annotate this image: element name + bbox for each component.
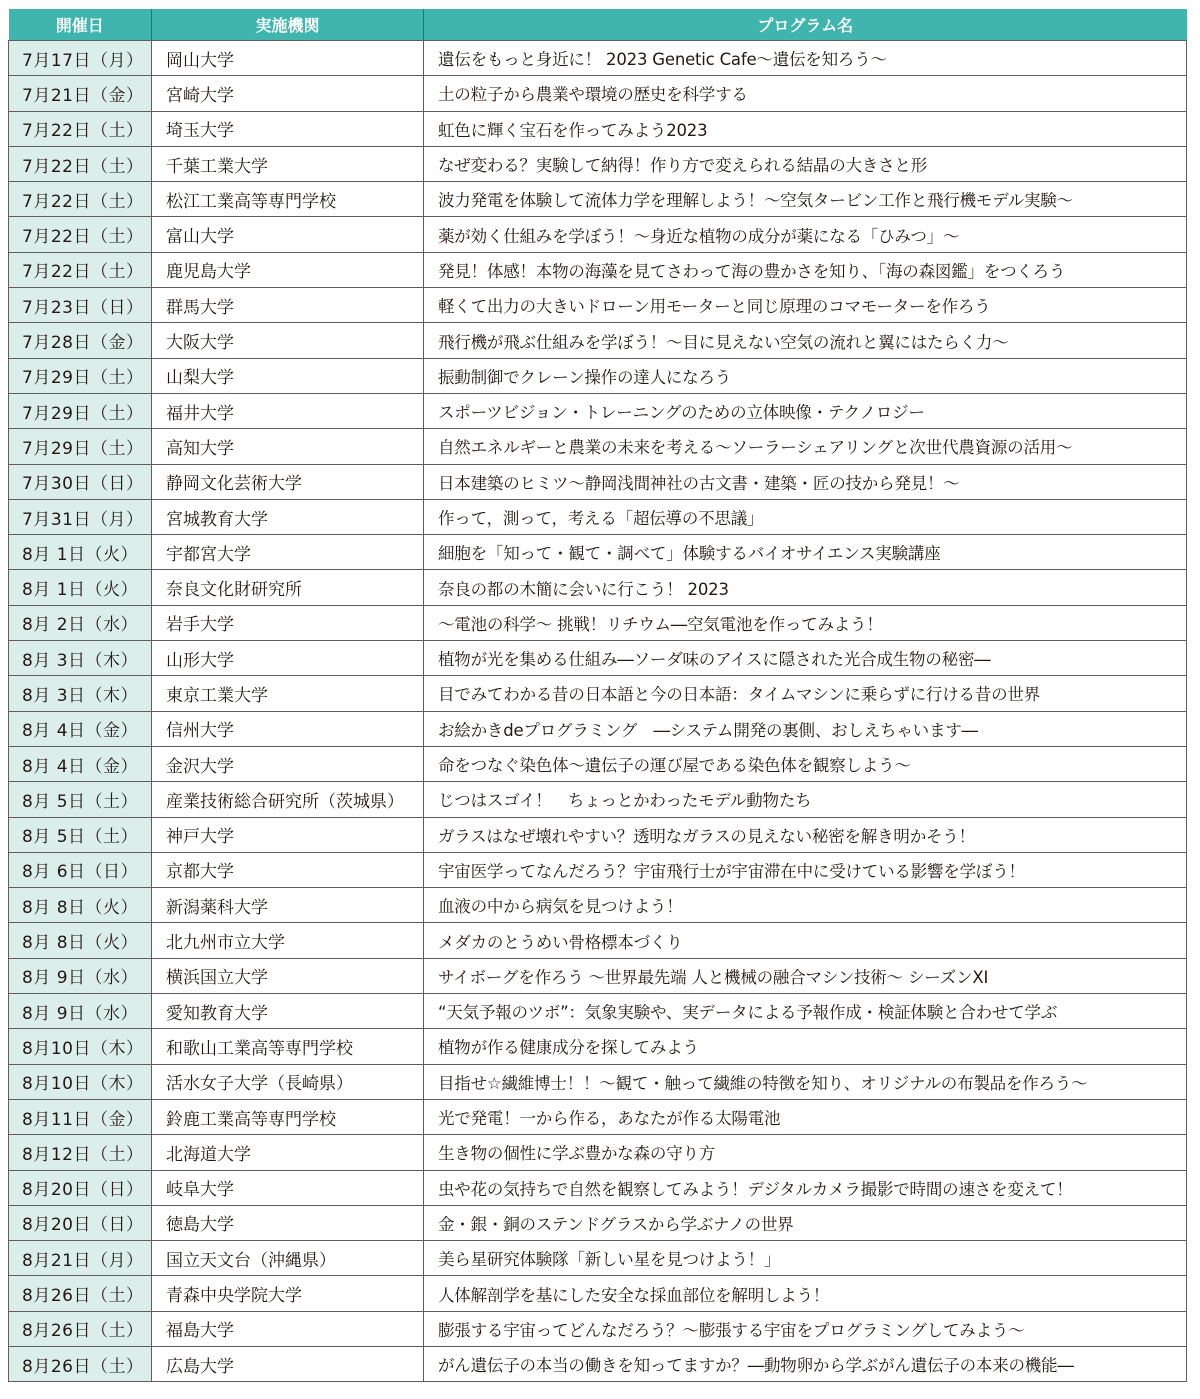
table-row bbox=[9, 323, 1187, 358]
table-row bbox=[9, 358, 1187, 393]
row-date-cell: 8月20日（日） bbox=[9, 1170, 152, 1205]
row-date-cell: 8月 4日（金） bbox=[9, 711, 152, 746]
row-program-cell: 生き物の個性に学ぶ豊かな森の守り方 bbox=[424, 1135, 1187, 1170]
row-date-cell: 8月 9日（水） bbox=[9, 958, 152, 993]
table-row bbox=[9, 641, 1187, 676]
row-date-cell: 7月17日（月） bbox=[9, 41, 152, 76]
table-row bbox=[9, 746, 1187, 781]
table-row bbox=[9, 535, 1187, 570]
row-date-cell: 8月26日（土） bbox=[9, 1276, 152, 1311]
header-institution: 実施機関 bbox=[152, 9, 424, 41]
row-institution-cell: 宮城教育大学 bbox=[152, 499, 424, 534]
row-program-cell: がん遺伝子の本当の働きを知ってますか？―動物卵から学ぶがん遺伝子の本来の機能― bbox=[424, 1346, 1187, 1381]
row-date-cell: 7月21日（金） bbox=[9, 76, 152, 111]
row-program-cell: 宇宙医学ってなんだろう？宇宙飛行士が宇宙滞在中に受けている影響を学ぼう！ bbox=[424, 852, 1187, 887]
row-institution-cell: 埼玉大学 bbox=[152, 111, 424, 146]
row-program-cell: 金・銀・銅のステンドグラスから学ぶナノの世界 bbox=[424, 1205, 1187, 1240]
table-row bbox=[9, 817, 1187, 852]
table-row bbox=[9, 464, 1187, 499]
row-date-cell: 7月29日（土） bbox=[9, 358, 152, 393]
row-institution-cell: 岐阜大学 bbox=[152, 1170, 424, 1205]
row-institution-cell: 新潟薬科大学 bbox=[152, 888, 424, 923]
row-program-cell: 美ら星研究体験隊「新しい星を見つけよう！」 bbox=[424, 1241, 1187, 1276]
row-institution-cell: 北九州市立大学 bbox=[152, 923, 424, 958]
row-institution-cell: 山梨大学 bbox=[152, 358, 424, 393]
row-date-cell: 8月26日（土） bbox=[9, 1311, 152, 1346]
table-row bbox=[9, 146, 1187, 181]
header-row bbox=[9, 9, 1187, 41]
row-institution-cell: 国立天文台（沖縄県） bbox=[152, 1241, 424, 1276]
schedule-table-container bbox=[8, 9, 1186, 1382]
row-program-cell: 人体解剖学を基にした安全な採血部位を解明しよう！ bbox=[424, 1276, 1187, 1311]
row-date-cell: 7月22日（土） bbox=[9, 182, 152, 217]
row-date-cell: 7月22日（土） bbox=[9, 252, 152, 287]
row-institution-cell: 松江工業高等専門学校 bbox=[152, 182, 424, 217]
table-row bbox=[9, 1346, 1187, 1381]
row-institution-cell: 福島大学 bbox=[152, 1311, 424, 1346]
row-institution-cell: 群馬大学 bbox=[152, 288, 424, 323]
row-institution-cell: 和歌山工業高等専門学校 bbox=[152, 1029, 424, 1064]
row-institution-cell: 金沢大学 bbox=[152, 746, 424, 781]
row-date-cell: 8月21日（月） bbox=[9, 1241, 152, 1276]
row-date-cell: 8月10日（木） bbox=[9, 1064, 152, 1099]
row-date-cell: 7月30日（日） bbox=[9, 464, 152, 499]
header-program: プログラム名 bbox=[424, 9, 1187, 41]
row-institution-cell: 山形大学 bbox=[152, 641, 424, 676]
row-program-cell: 波力発電を体験して流体力学を理解しよう！〜空気タービン工作と飛行機モデル実験〜 bbox=[424, 182, 1187, 217]
row-date-cell: 8月20日（日） bbox=[9, 1205, 152, 1240]
row-date-cell: 7月31日（月） bbox=[9, 499, 152, 534]
row-institution-cell: 奈良文化財研究所 bbox=[152, 570, 424, 605]
row-program-cell: 膨張する宇宙ってどんなだろう？〜膨張する宇宙をプログラミングしてみよう〜 bbox=[424, 1311, 1187, 1346]
table-row bbox=[9, 605, 1187, 640]
table-row bbox=[9, 288, 1187, 323]
table-row bbox=[9, 782, 1187, 817]
row-institution-cell: 大阪大学 bbox=[152, 323, 424, 358]
table-row bbox=[9, 1241, 1187, 1276]
table-row bbox=[9, 393, 1187, 428]
row-program-cell: 植物が作る健康成分を探してみよう bbox=[424, 1029, 1187, 1064]
row-institution-cell: 神戸大学 bbox=[152, 817, 424, 852]
row-institution-cell: 鹿児島大学 bbox=[152, 252, 424, 287]
row-date-cell: 8月 8日（火） bbox=[9, 888, 152, 923]
table-row bbox=[9, 994, 1187, 1029]
row-institution-cell: 岩手大学 bbox=[152, 605, 424, 640]
row-institution-cell: 愛知教育大学 bbox=[152, 994, 424, 1029]
row-program-cell: 振動制御でクレーン操作の達人になろう bbox=[424, 358, 1187, 393]
row-institution-cell: 活水女子大学（長崎県） bbox=[152, 1064, 424, 1099]
row-date-cell: 8月 1日（火） bbox=[9, 535, 152, 570]
row-program-cell: 作って，測って，考える「超伝導の不思議」 bbox=[424, 499, 1187, 534]
table-row bbox=[9, 1311, 1187, 1346]
row-program-cell: 奈良の都の木簡に会いに行こう！ 2023 bbox=[424, 570, 1187, 605]
row-program-cell: お絵かきdeプログラミング ―システム開発の裏側、おしえちゃいます― bbox=[424, 711, 1187, 746]
row-date-cell: 7月23日（日） bbox=[9, 288, 152, 323]
row-date-cell: 8月 4日（金） bbox=[9, 746, 152, 781]
table-row bbox=[9, 499, 1187, 534]
row-date-cell: 8月 6日（日） bbox=[9, 852, 152, 887]
table-row bbox=[9, 41, 1187, 76]
row-program-cell: 薬が効く仕組みを学ぼう！〜身近な植物の成分が薬になる「ひみつ」〜 bbox=[424, 217, 1187, 252]
table-row bbox=[9, 888, 1187, 923]
row-program-cell: スポーツビジョン・トレーニングのための立体映像・テクノロジー bbox=[424, 393, 1187, 428]
table-row bbox=[9, 570, 1187, 605]
row-date-cell: 8月 9日（水） bbox=[9, 994, 152, 1029]
table-row bbox=[9, 76, 1187, 111]
table-row bbox=[9, 1205, 1187, 1240]
row-date-cell: 7月22日（土） bbox=[9, 217, 152, 252]
row-date-cell: 7月29日（土） bbox=[9, 393, 152, 428]
row-program-cell: メダカのとうめい骨格標本づくり bbox=[424, 923, 1187, 958]
table-header bbox=[9, 9, 1187, 41]
table-row bbox=[9, 676, 1187, 711]
row-program-cell: 目指せ☆繊維博士！！〜観て・触って繊維の特徴を知り、オリジナルの布製品を作ろう〜 bbox=[424, 1064, 1187, 1099]
row-date-cell: 8月 1日（火） bbox=[9, 570, 152, 605]
table-row bbox=[9, 852, 1187, 887]
row-program-cell: 目でみてわかる昔の日本語と今の日本語：タイムマシンに乗らずに行ける昔の世界 bbox=[424, 676, 1187, 711]
row-program-cell: 血液の中から病気を見つけよう！ bbox=[424, 888, 1187, 923]
row-date-cell: 7月28日（金） bbox=[9, 323, 152, 358]
row-institution-cell: 千葉工業大学 bbox=[152, 146, 424, 181]
row-program-cell: 虹色に輝く宝石を作ってみよう2023 bbox=[424, 111, 1187, 146]
table-row bbox=[9, 182, 1187, 217]
row-program-cell: 土の粒子から農業や環境の歴史を科学する bbox=[424, 76, 1187, 111]
table-row bbox=[9, 711, 1187, 746]
row-program-cell: 〜電池の科学〜 挑戦！リチウム―空気電池を作ってみよう！ bbox=[424, 605, 1187, 640]
row-date-cell: 7月29日（土） bbox=[9, 429, 152, 464]
row-institution-cell: 横浜国立大学 bbox=[152, 958, 424, 993]
row-institution-cell: 宮崎大学 bbox=[152, 76, 424, 111]
row-program-cell: 細胞を「知って・観て・調べて」体験するバイオサイエンス実験講座 bbox=[424, 535, 1187, 570]
row-program-cell: 植物が光を集める仕組み―ソーダ味のアイスに隠された光合成生物の秘密― bbox=[424, 641, 1187, 676]
row-institution-cell: 東京工業大学 bbox=[152, 676, 424, 711]
row-institution-cell: 北海道大学 bbox=[152, 1135, 424, 1170]
row-institution-cell: 静岡文化芸術大学 bbox=[152, 464, 424, 499]
table-row bbox=[9, 1099, 1187, 1134]
row-date-cell: 8月26日（土） bbox=[9, 1346, 152, 1381]
row-date-cell: 8月 3日（木） bbox=[9, 641, 152, 676]
table-body bbox=[9, 41, 1187, 1382]
row-program-cell: 命をつなぐ染色体〜遺伝子の運び屋である染色体を観察しよう〜 bbox=[424, 746, 1187, 781]
row-institution-cell: 京都大学 bbox=[152, 852, 424, 887]
table-row bbox=[9, 1135, 1187, 1170]
row-institution-cell: 福井大学 bbox=[152, 393, 424, 428]
row-date-cell: 8月11日（金） bbox=[9, 1099, 152, 1134]
row-date-cell: 8月 5日（土） bbox=[9, 817, 152, 852]
row-program-cell: 発見！体感！本物の海藻を見てさわって海の豊かさを知り、「海の森図鑑」をつくろう bbox=[424, 252, 1187, 287]
row-program-cell: なぜ変わる？実験して納得！作り方で変えられる結晶の大きさと形 bbox=[424, 146, 1187, 181]
row-date-cell: 8月12日（土） bbox=[9, 1135, 152, 1170]
table-row bbox=[9, 217, 1187, 252]
row-program-cell: “天気予報のツボ”：気象実験や、実データによる予報作成・検証体験と合わせて学ぶ bbox=[424, 994, 1187, 1029]
table-row bbox=[9, 1029, 1187, 1064]
row-date-cell: 8月 3日（木） bbox=[9, 676, 152, 711]
row-date-cell: 8月 5日（土） bbox=[9, 782, 152, 817]
row-program-cell: じつはスゴイ！ ちょっとかわったモデル動物たち bbox=[424, 782, 1187, 817]
table-row bbox=[9, 1276, 1187, 1311]
row-program-cell: サイボーグを作ろう 〜世界最先端 人と機械の融合マシン技術〜 シーズンXI bbox=[424, 958, 1187, 993]
table-row bbox=[9, 429, 1187, 464]
row-program-cell: 遺伝をもっと身近に！ 2023 Genetic Cafe〜遺伝を知ろう〜 bbox=[424, 41, 1187, 76]
header-date: 開催日 bbox=[9, 9, 152, 41]
row-program-cell: 日本建築のヒミツ〜静岡浅間神社の古文書・建築・匠の技から発見！〜 bbox=[424, 464, 1187, 499]
row-program-cell: 飛行機が飛ぶ仕組みを学ぼう！〜目に見えない空気の流れと翼にはたらく力〜 bbox=[424, 323, 1187, 358]
row-program-cell: 光で発電！一から作る，あなたが作る太陽電池 bbox=[424, 1099, 1187, 1134]
row-institution-cell: 産業技術総合研究所（茨城県） bbox=[152, 782, 424, 817]
row-institution-cell: 宇都宮大学 bbox=[152, 535, 424, 570]
row-institution-cell: 徳島大学 bbox=[152, 1205, 424, 1240]
table-row bbox=[9, 958, 1187, 993]
table-row bbox=[9, 1170, 1187, 1205]
row-date-cell: 7月22日（土） bbox=[9, 146, 152, 181]
row-program-cell: 虫や花の気持ちで自然を観察してみよう！デジタルカメラ撮影で時間の速さを変えて！ bbox=[424, 1170, 1187, 1205]
row-institution-cell: 信州大学 bbox=[152, 711, 424, 746]
table-row bbox=[9, 111, 1187, 146]
row-institution-cell: 岡山大学 bbox=[152, 41, 424, 76]
row-date-cell: 8月 8日（火） bbox=[9, 923, 152, 958]
row-program-cell: 自然エネルギーと農業の未来を考える〜ソーラーシェアリングと次世代農資源の活用〜 bbox=[424, 429, 1187, 464]
row-institution-cell: 青森中央学院大学 bbox=[152, 1276, 424, 1311]
row-date-cell: 8月 2日（水） bbox=[9, 605, 152, 640]
row-institution-cell: 鈴鹿工業高等専門学校 bbox=[152, 1099, 424, 1134]
program-schedule-table bbox=[8, 9, 1187, 1382]
row-date-cell: 8月10日（木） bbox=[9, 1029, 152, 1064]
table-row bbox=[9, 1064, 1187, 1099]
row-date-cell: 7月22日（土） bbox=[9, 111, 152, 146]
row-institution-cell: 広島大学 bbox=[152, 1346, 424, 1381]
row-program-cell: ガラスはなぜ壊れやすい？透明なガラスの見えない秘密を解き明かそう！ bbox=[424, 817, 1187, 852]
table-row bbox=[9, 923, 1187, 958]
row-program-cell: 軽くて出力の大きいドローン用モーターと同じ原理のコマモーターを作ろう bbox=[424, 288, 1187, 323]
row-institution-cell: 高知大学 bbox=[152, 429, 424, 464]
row-institution-cell: 富山大学 bbox=[152, 217, 424, 252]
table-row bbox=[9, 252, 1187, 287]
